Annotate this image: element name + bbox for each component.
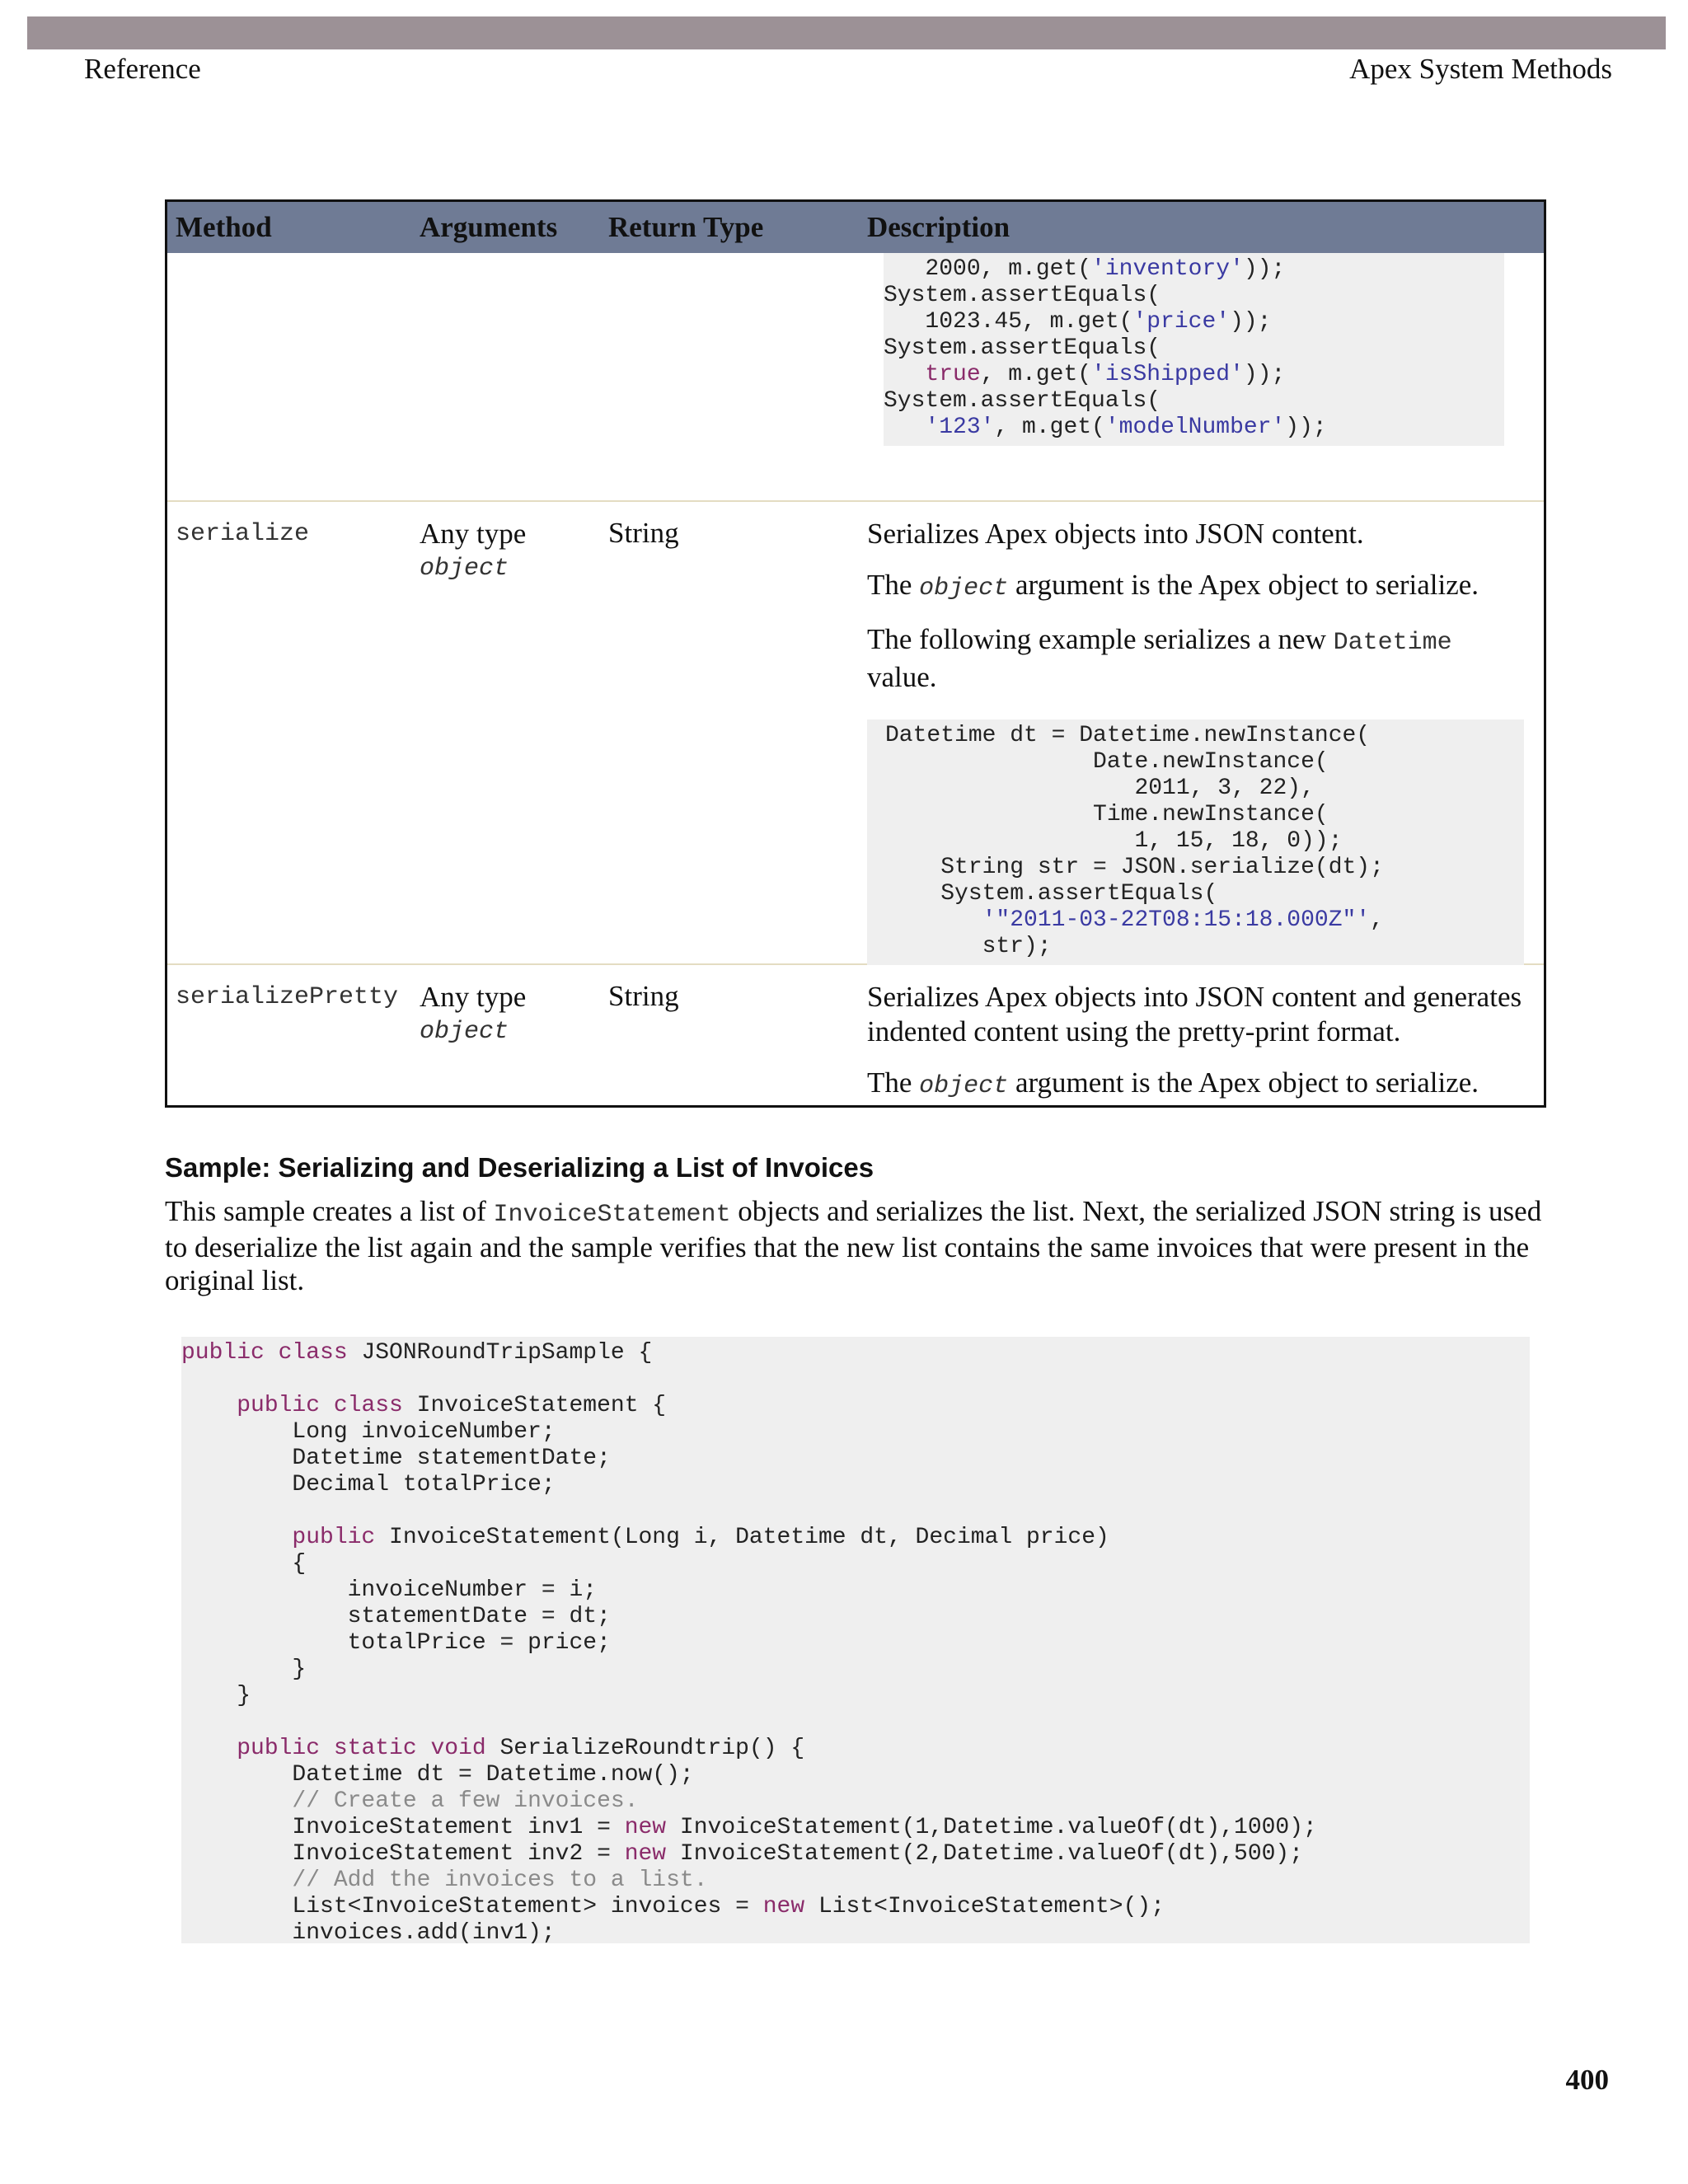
code-line: 2000, m.get('inventory'));	[884, 256, 1286, 282]
col-return-type: Return Type	[608, 211, 764, 243]
code-line: System.assertEquals(	[885, 881, 1218, 907]
code-line: 1, 15, 18, 0));	[885, 828, 1343, 854]
code-line: System.assertEquals(	[884, 335, 1161, 361]
code-line: System.assertEquals(	[884, 388, 1161, 414]
sample-code-block	[181, 1337, 1530, 1943]
header-bar	[27, 16, 1666, 49]
code-line: 1023.45, m.get('price'));	[884, 309, 1272, 335]
code-line: System.assertEquals(	[884, 283, 1161, 308]
code-line: public static void SerializeRoundtrip() {	[237, 1736, 805, 1761]
col-description: Description	[867, 211, 1010, 243]
code-line: '"2011-03-22T08:15:18.000Z"',	[982, 907, 1384, 933]
code-line: '123', m.get('modelNumber'));	[925, 415, 1327, 440]
code-line: InvoiceStatement inv1 = new InvoiceStatement(1,Datetime.valueOf(dt),1000);	[181, 1815, 1317, 1840]
description-argument: The object argument is the Apex object to serialize.	[867, 1066, 1479, 1100]
code-line: true, m.get('isShipped'));	[925, 362, 1286, 387]
code-line: public class InvoiceStatement {	[237, 1393, 667, 1418]
code-line: Datetime dt = Datetime.now();	[181, 1762, 694, 1788]
table-row-continued	[167, 253, 1544, 500]
argument-name: object	[420, 1018, 509, 1046]
code-line: Datetime statementDate;	[181, 1446, 611, 1471]
code-line: Date.newInstance(	[885, 749, 1329, 775]
code-line: }	[181, 1683, 251, 1708]
code-line: invoiceNumber = i;	[181, 1577, 598, 1603]
code-line: str);	[885, 934, 1052, 959]
description	[867, 965, 1544, 1105]
description-argument: The object argument is the Apex object to serialize.	[867, 569, 1479, 602]
return-type: String	[608, 980, 679, 1012]
argument-type: Any type	[420, 981, 527, 1013]
code-line	[181, 1498, 1530, 1525]
argument-name: object	[420, 555, 509, 583]
code-line: invoices.add(inv1);	[181, 1920, 556, 1943]
methods-table	[165, 199, 1546, 1108]
code-line: Time.newInstance(	[885, 802, 1329, 827]
code-line	[181, 1709, 1530, 1736]
header-section: Reference	[84, 53, 201, 85]
argument	[420, 502, 608, 963]
table-header	[167, 202, 1544, 253]
continued-code-block	[884, 253, 1504, 446]
code-line: InvoiceStatement inv2 = new InvoiceStatement(2,Datetime.valueOf(dt),500);	[181, 1841, 1304, 1867]
description-summary: Serializes Apex objects into JSON content.	[867, 518, 1364, 550]
argument-type: Any type	[420, 518, 527, 550]
code-line: public class JSONRoundTripSample {	[181, 1340, 653, 1366]
header-chapter: Apex System Methods	[1349, 53, 1612, 85]
code-line: Datetime dt = Datetime.newInstance(	[885, 723, 1371, 748]
method-name: serialize	[176, 520, 310, 548]
code-line: String str = JSON.serialize(dt);	[885, 855, 1384, 880]
code-line: public InvoiceStatement(Long i, Datetime dt, Decimal price)	[292, 1525, 1109, 1550]
code-line	[181, 1366, 1530, 1393]
code-line: // Create a few invoices.	[292, 1788, 639, 1814]
code-line: }	[181, 1657, 307, 1682]
argument	[420, 965, 608, 1105]
method-name: serializePretty	[176, 983, 399, 1011]
code-line: Long invoiceNumber;	[181, 1419, 556, 1445]
description-summary: Serializes Apex objects into JSON content and generates indented content using the pretty-print format.	[867, 981, 1522, 1047]
description-example-intro: The following example serializes a new Datetime value.	[867, 623, 1452, 693]
table-row-serialize-pretty	[167, 963, 1544, 1105]
page-number: 400	[1565, 2064, 1609, 2096]
section-paragraph: This sample creates a list of InvoiceStatement objects and serializes the list. Next, the serialized JSON string is used to deserialize the list again and the sample verifies that the new list contains the same invoices that were present in the original list.	[165, 1195, 1542, 1296]
code-line: totalPrice = price;	[181, 1630, 611, 1656]
code-line: {	[181, 1551, 307, 1577]
table-row-serialize	[167, 500, 1544, 963]
code-line: Decimal totalPrice;	[181, 1472, 556, 1497]
code-line: 2011, 3, 22),	[885, 776, 1315, 801]
code-line: List<InvoiceStatement> invoices = new List<InvoiceStatement>();	[181, 1894, 1165, 1919]
section-title: Sample: Serializing and Deserializing a List of Invoices	[165, 1152, 874, 1183]
col-arguments: Arguments	[420, 211, 558, 243]
description	[867, 502, 1544, 963]
col-method: Method	[176, 211, 272, 243]
code-line: statementDate = dt;	[181, 1604, 611, 1629]
return-type: String	[608, 517, 679, 549]
code-line: // Add the invoices to a list.	[292, 1868, 708, 1893]
serialize-code-block	[867, 719, 1524, 965]
